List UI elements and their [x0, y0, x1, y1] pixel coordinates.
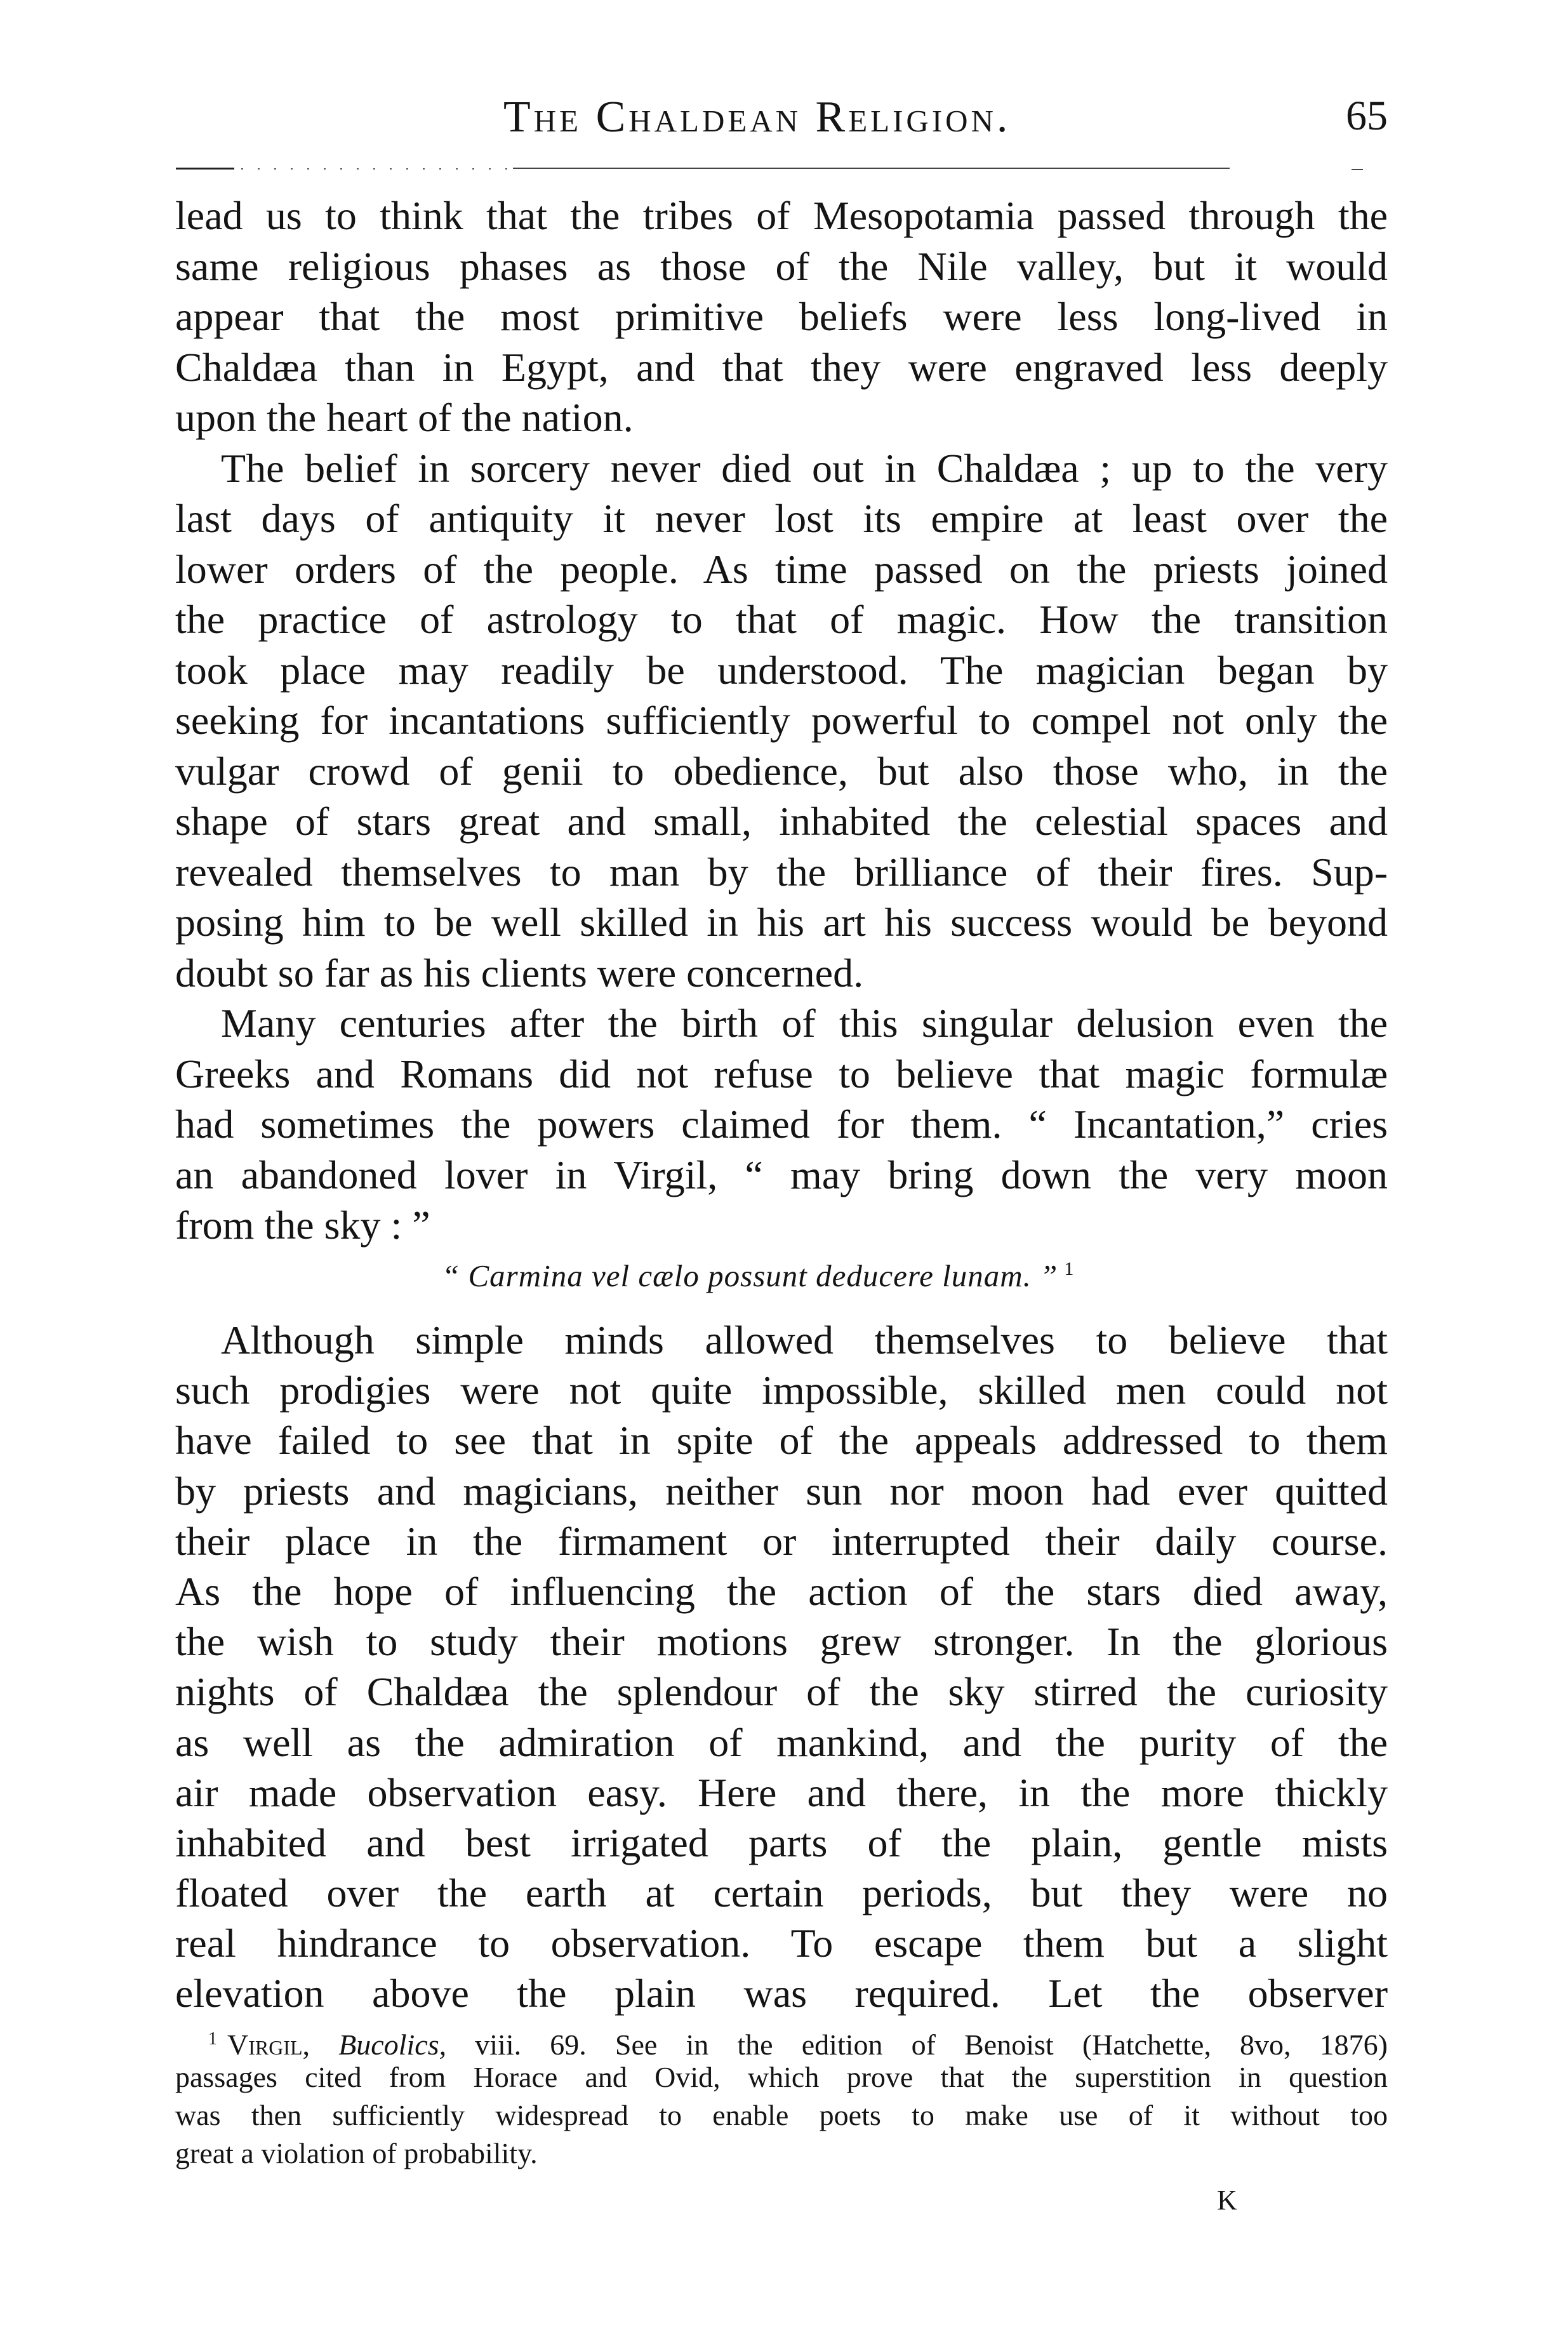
text-line: such prodigies were not quite impossible, skilled men could not: [175, 1368, 1388, 1413]
signature-mark: K: [1217, 2185, 1237, 2216]
text-line: Although simple minds allowed themselves to believe that: [221, 1317, 1388, 1362]
text-line: floated over the earth at certain periods, but they were no: [175, 1870, 1388, 1916]
text-line: inhabited and best irrigated parts of the plain, gentle mists: [175, 1820, 1388, 1865]
footnote-citation: viii. 69. See in the edition of Benoist (Hatchette, 8vo, 1876): [475, 2028, 1388, 2061]
text-line: had sometimes the powers claimed for them. “ Incantation,” cries: [175, 1102, 1388, 1147]
text-line: upon the heart of the nation.: [175, 395, 634, 440]
latin-quotation: [442, 1250, 1074, 1295]
quotation-text: “ Carmina vel cælo possunt deducere lunam. ”: [442, 1258, 1058, 1293]
text-line: an abandoned lover in Virgil, “ may bring down the very moon: [175, 1152, 1388, 1197]
text-line: elevation above the plain was required. Let the observer: [175, 1971, 1388, 2016]
footnote-reference: 1: [1064, 1258, 1075, 1279]
header-rule-left: [176, 168, 234, 170]
footnote-line: was then sufficiently widespread to enable poets to make use of it without too: [175, 2099, 1388, 2131]
header-rule-main: [513, 168, 1230, 169]
text-line: their place in the firmament or interrupted their daily course.: [175, 1518, 1388, 1564]
paragraph-1: [175, 190, 1388, 1251]
footnote-number: 1: [208, 2029, 217, 2049]
text-line: appear that the most primitive beliefs were less long-lived in: [175, 294, 1388, 339]
text-line: as well as the admiration of mankind, and the purity of the: [175, 1719, 1388, 1765]
text-line: real hindrance to observation. To escape them but a slight: [175, 1921, 1388, 1966]
text-line: As the hope of influencing the action of the stars died away,: [175, 1568, 1388, 1614]
footnote-author: Virgil,: [227, 2028, 310, 2061]
footnote-line: [175, 2020, 1388, 2061]
text-line: nights of Chaldæa the splendour of the sky stirred the curiosity: [175, 1669, 1388, 1715]
text-line: the wish to study their motions grew stronger. In the glorious: [175, 1619, 1388, 1665]
text-line: lower orders of the people. As time passed on the priests joined: [175, 546, 1388, 592]
footnote-1: [175, 2020, 1388, 2173]
text-line: by priests and magicians, neither sun nor moon had ever quitted: [175, 1468, 1388, 1514]
text-line: same religious phases as those of the Nile valley, but it would: [175, 243, 1388, 289]
text-line: from the sky : ”: [175, 1202, 430, 1248]
footnote-work-title: Bucolics,: [338, 2028, 447, 2061]
text-line: took place may readily be understood. The magician began by: [175, 647, 1388, 693]
text-line: last days of antiquity it never lost its empire at least over the: [175, 496, 1388, 541]
text-line: Greeks and Romans did not refuse to believe that magic formulæ: [175, 1051, 1388, 1096]
text-line: The belief in sorcery never died out in Chaldæa ; up to the very: [221, 445, 1388, 491]
paragraph-4: [175, 1315, 1388, 2019]
text-line: have failed to see that in spite of the appeals addressed to them: [175, 1418, 1388, 1463]
header-rule-tick: [1352, 169, 1363, 170]
header-rule-dotted-gap: [241, 168, 508, 170]
footnote-line: passages cited from Horace and Ovid, which prove that the superstition in question: [175, 2061, 1388, 2093]
text-line: air made observation easy. Here and there, in the more thickly: [175, 1769, 1388, 1815]
text-line: Chaldæa than in Egypt, and that they were engraved less deeply: [175, 344, 1388, 390]
text-line: vulgar crowd of genii to obedience, but also those who, in the: [175, 748, 1388, 794]
running-head-title: The Chaldean Religion.: [503, 93, 1011, 142]
text-line: Many centuries after the birth of this singular delusion even the: [221, 1001, 1388, 1046]
text-line: revealed themselves to man by the brilliance of their fires. Sup-: [175, 849, 1388, 895]
text-line: the practice of astrology to that of magic. How the transition: [175, 597, 1388, 642]
text-line: posing him to be well skilled in his art his success would be beyond: [175, 900, 1388, 945]
text-line: doubt so far as his clients were concerned.: [175, 950, 864, 996]
text-line: lead us to think that the tribes of Mesopotamia passed through the: [175, 193, 1388, 238]
footnote-line: great a violation of probability.: [175, 2137, 538, 2169]
text-line: shape of stars great and small, inhabited the celestial spaces and: [175, 799, 1388, 844]
text-line: seeking for incantations sufficiently powerful to compel not only the: [175, 698, 1388, 743]
page-number: 65: [1346, 93, 1388, 139]
